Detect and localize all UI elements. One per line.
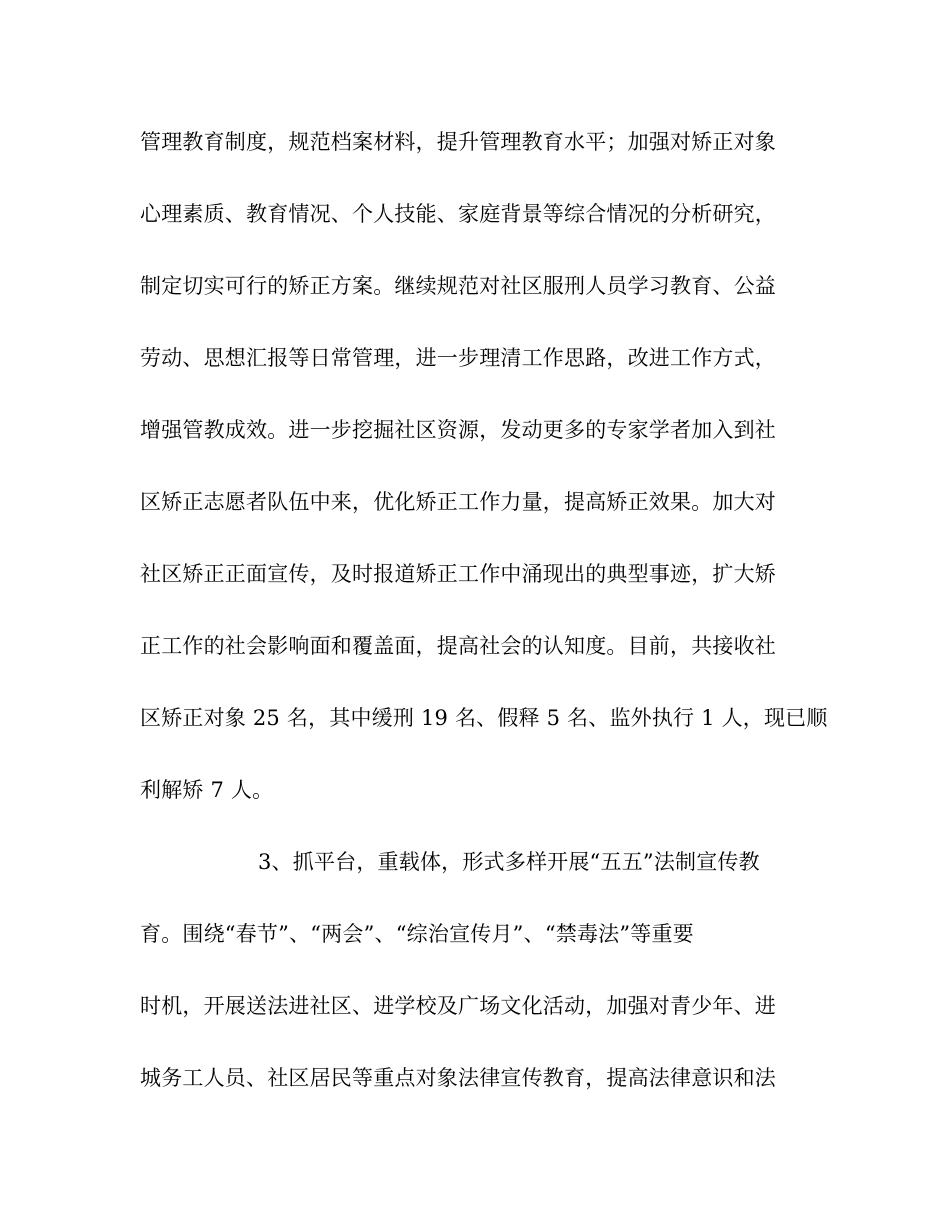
text-line-10: 利解矫 7 人。	[140, 778, 274, 802]
text-line-5: 增强管教成效。进一步挖掘社区资源，发动更多的专家学者加入到社	[140, 418, 776, 442]
text-line-3: 制定切实可行的矫正方案。继续规范对社区服刑人员学习教育、公益	[140, 274, 776, 298]
text-line-8: 正工作的社会影响面和覆盖面，提高社会的认知度。目前，共接收社	[140, 634, 776, 658]
text-line-14: 城务工人员、社区居民等重点对象法律宣传教育，提高法律意识和法	[140, 1066, 776, 1090]
text-line-2: 心理素质、教育情况、个人技能、家庭背景等综合情况的分析研究，	[140, 202, 776, 226]
text-line-13: 时机，开展送法进社区、进学校及广场文化活动，加强对青少年、进	[140, 994, 776, 1018]
section-3-heading-line: 3、抓平台，重载体，形式多样开展“五五”法制宣传教	[258, 850, 760, 874]
text-line-6: 区矫正志愿者队伍中来，优化矫正工作力量，提高矫正效果。加大对	[140, 490, 776, 514]
text-line-9: 区矫正对象 25 名，其中缓刑 19 名、假释 5 名、监外执行 1 人，现已顺	[140, 706, 828, 730]
text-line-7: 社区矫正正面宣传，及时报道矫正工作中涌现出的典型事迹，扩大矫	[140, 562, 776, 586]
text-line-12: 育。围绕“春节”、“两会”、“综治宣传月”、“禁毒法”等重要	[140, 922, 694, 946]
text-line-1: 管理教育制度，规范档案材料，提升管理教育水平；加强对矫正对象	[140, 130, 776, 154]
text-line-4: 劳动、思想汇报等日常管理，进一步理清工作思路，改进工作方式，	[140, 346, 776, 370]
